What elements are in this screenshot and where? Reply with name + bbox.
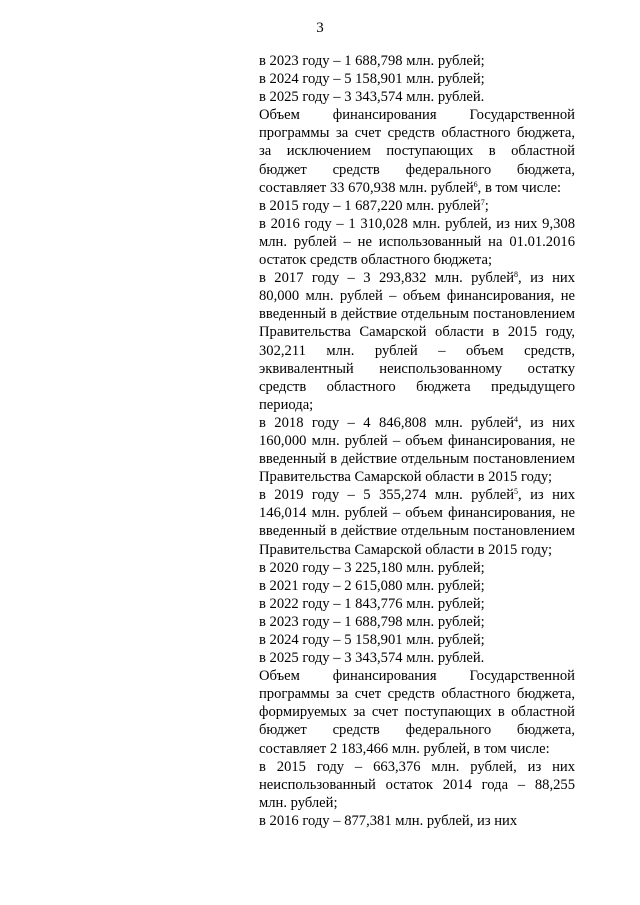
footnote-marker: 6 (473, 179, 478, 189)
paragraph-2023-total: в 2023 году – 1 688,798 млн. рублей; (259, 53, 485, 69)
paragraph-regional-2015: в 2015 году – 1 687,220 млн. рублей$^7$; (259, 197, 489, 214)
footnote-marker: 4 (514, 414, 519, 424)
page-number: 3 (316, 20, 324, 36)
document-body (259, 52, 575, 830)
paragraph-regional-2021: в 2021 году – 2 615,080 млн. рублей; (259, 577, 485, 594)
footnote-marker: 8 (514, 270, 519, 280)
paragraph-2024-total: в 2024 году – 5 158,901 млн. рублей; (259, 71, 485, 88)
footnote-marker: 7 (480, 197, 485, 207)
paragraph-regional-2016: в 2016 году – 1 310,028 млн. рублей, из них 9,308 млн. рублей – не использованный на 01.01.2016 остаток средств областного бюджета; (259, 215, 575, 269)
paragraph-regional-2025: в 2025 году – 3 343,574 млн. рублей. (259, 650, 485, 667)
paragraph-regional-2023: в 2023 году – 1 688,798 млн. рублей; (259, 613, 485, 630)
paragraph-federal-2016: в 2016 году – 877,381 млн. рублей, из них (259, 812, 518, 829)
paragraph-regional-2022: в 2022 году – 1 843,776 млн. рублей; (259, 595, 485, 612)
paragraph-federal-funds-summary: Объем финансирования Государственной программы за счет средств областного бюджета, формируемых за счет поступающих в областной бюджет средств федерального бюджета, составляет 2 183,466 млн. рублей, в том числе: (259, 668, 575, 757)
paragraph-regional-2019: в 2019 году – 5 355,274 млн. рублей$^5$, из них 146,014 млн. рублей – объем финансирования, не введенный в действие отдельным постановлением Правительства Самарской области в 2015 году; (259, 487, 575, 558)
paragraph-regional-2017: в 2017 году – 3 293,832 млн. рублей$^8$, из них 80,000 млн. рублей – объем финансирования, не введенный в действие отдельным постановлением Правительства Самарской области в 2015 году, 302,211 млн. рублей – объем средств, эквивалентный неиспользованному остатку средств областного бюджета предыдущего периода; (259, 270, 575, 413)
paragraph-regional-2024: в 2024 году – 5 158,901 млн. рублей; (259, 632, 485, 648)
footnote-marker: 5 (514, 487, 519, 497)
paragraph-regional-2018: в 2018 году – 4 846,808 млн. рублей$^4$, из них 160,000 млн. рублей – объем финансирования, не введенный в действие отдельным постановлением Правительства Самарской области в 2015 году; (259, 414, 575, 486)
paragraph-regional-2020: в 2020 году – 3 225,180 млн. рублей; (259, 559, 485, 576)
paragraph-federal-2015: в 2015 году – 663,376 млн. рублей, из них неиспользованный остаток 2014 года – 88,255 млн. рублей; (259, 758, 575, 811)
paragraph-2025-total: в 2025 году – 3 343,574 млн. рублей. (259, 89, 485, 106)
paragraph-regional-budget-summary: Объем финансирования Государственной программы за счет средств областного бюджета, за исключением поступающих в областной бюджет средств федерального бюджета, составляет 33 670,938 млн. рублей$^6$, в том числе: (259, 107, 575, 196)
